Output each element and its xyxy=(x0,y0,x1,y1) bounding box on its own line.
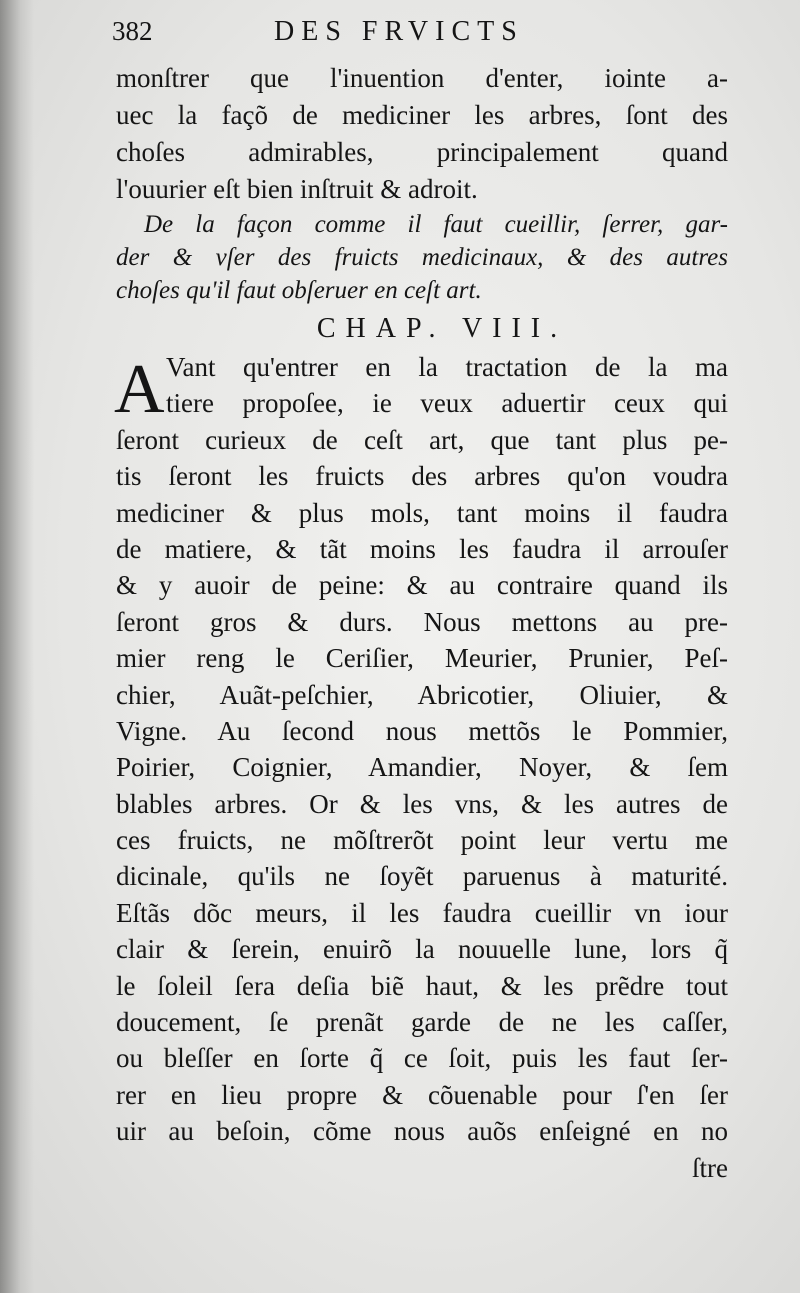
text-line: tiere propoſee, ie veux aduertir ceux qui xyxy=(166,388,728,419)
chapter-number: CHAP. VIII. xyxy=(316,313,568,344)
text-line: ſeront curieux de ceſt art, que tant plus pe- xyxy=(116,424,728,455)
text-line: tis ſeront les fruicts des arbres qu'on voudra xyxy=(116,461,728,492)
heading-line: De la façon comme il faut cueillir, ſerrer, gar- xyxy=(144,211,728,238)
text-line: le ſoleil ſera deſia biẽ haut, & les prẽdre tout xyxy=(116,970,728,1001)
text-line: & y auoir de peine: & au contraire quand ils xyxy=(116,570,728,601)
text-line: ſeront gros & durs. Nous mettons au pre- xyxy=(116,606,728,637)
running-title: DES FRVICTS xyxy=(274,16,524,47)
opening-paragraph xyxy=(116,60,728,208)
text-line: Vigne. Au ſecond nous mettõs le Pommier, xyxy=(116,715,728,746)
text-line: uir au beſoin, cõme nous auõs enſeigné en no xyxy=(116,1116,728,1147)
page-number: 382 xyxy=(112,16,153,46)
text-line: clair & ſerein, enuirõ la nouuelle lune, lors q̃ xyxy=(116,934,728,965)
text-line: blables arbres. Or & les vns, & les autres de xyxy=(116,788,728,819)
text-line: Vant qu'entrer en la tractation de la ma xyxy=(166,352,728,382)
text-line: ou bleſſer en ſorte q̃ ce ſoit, puis les faut ſer- xyxy=(116,1043,728,1074)
catchword: ſtre xyxy=(692,1152,728,1183)
text-line: rer en lieu propre & cõuenable pour ſ'en ſer xyxy=(116,1079,728,1110)
text-line: Poirier, Coignier, Amandier, Noyer, & ſem xyxy=(116,752,728,783)
text-line: dicinale, qu'ils ne ſoyẽt paruenus à maturité. xyxy=(116,861,728,892)
text-line: chier, Auãt-peſchier, Abricotier, Oliuier, & xyxy=(116,679,728,710)
chapter-body xyxy=(116,349,728,1186)
drop-cap: A xyxy=(114,351,165,428)
text-line: ces fruicts, ne mõſtrerõt point leur vertu me xyxy=(116,825,728,856)
text-line: mediciner & plus mols, tant moins il faudra xyxy=(116,497,728,528)
text-line: choſes admirables, principalement quand xyxy=(116,137,728,167)
text-block xyxy=(116,60,728,1186)
text-line: mier reng le Ceriſier, Meurier, Prunier, Peſ- xyxy=(116,643,728,674)
chapter-heading xyxy=(116,208,728,307)
text-line: Eſtãs dõc meurs, il les faudra cueillir vn iour xyxy=(116,897,728,928)
text-line: uec la façõ de mediciner les arbres, ſont des xyxy=(116,100,728,130)
text-line: de matiere, & tãt moins les faudra il arrouſer xyxy=(116,533,728,564)
heading-line: der & vſer des fruicts medicinaux, & des autres xyxy=(116,244,728,271)
text-line: l'ouurier eſt bien inſtruit & adroit. xyxy=(116,174,478,204)
page-gutter-shadow xyxy=(0,0,34,1293)
page-header xyxy=(112,14,722,54)
text-line: doucement, ſe prenãt garde de ne les caſſer, xyxy=(116,1007,728,1038)
text-line: monſtrer que l'inuention d'enter, iointe a- xyxy=(116,63,728,93)
heading-line: choſes qu'il faut obſeruer en ceſt art. xyxy=(116,277,482,304)
